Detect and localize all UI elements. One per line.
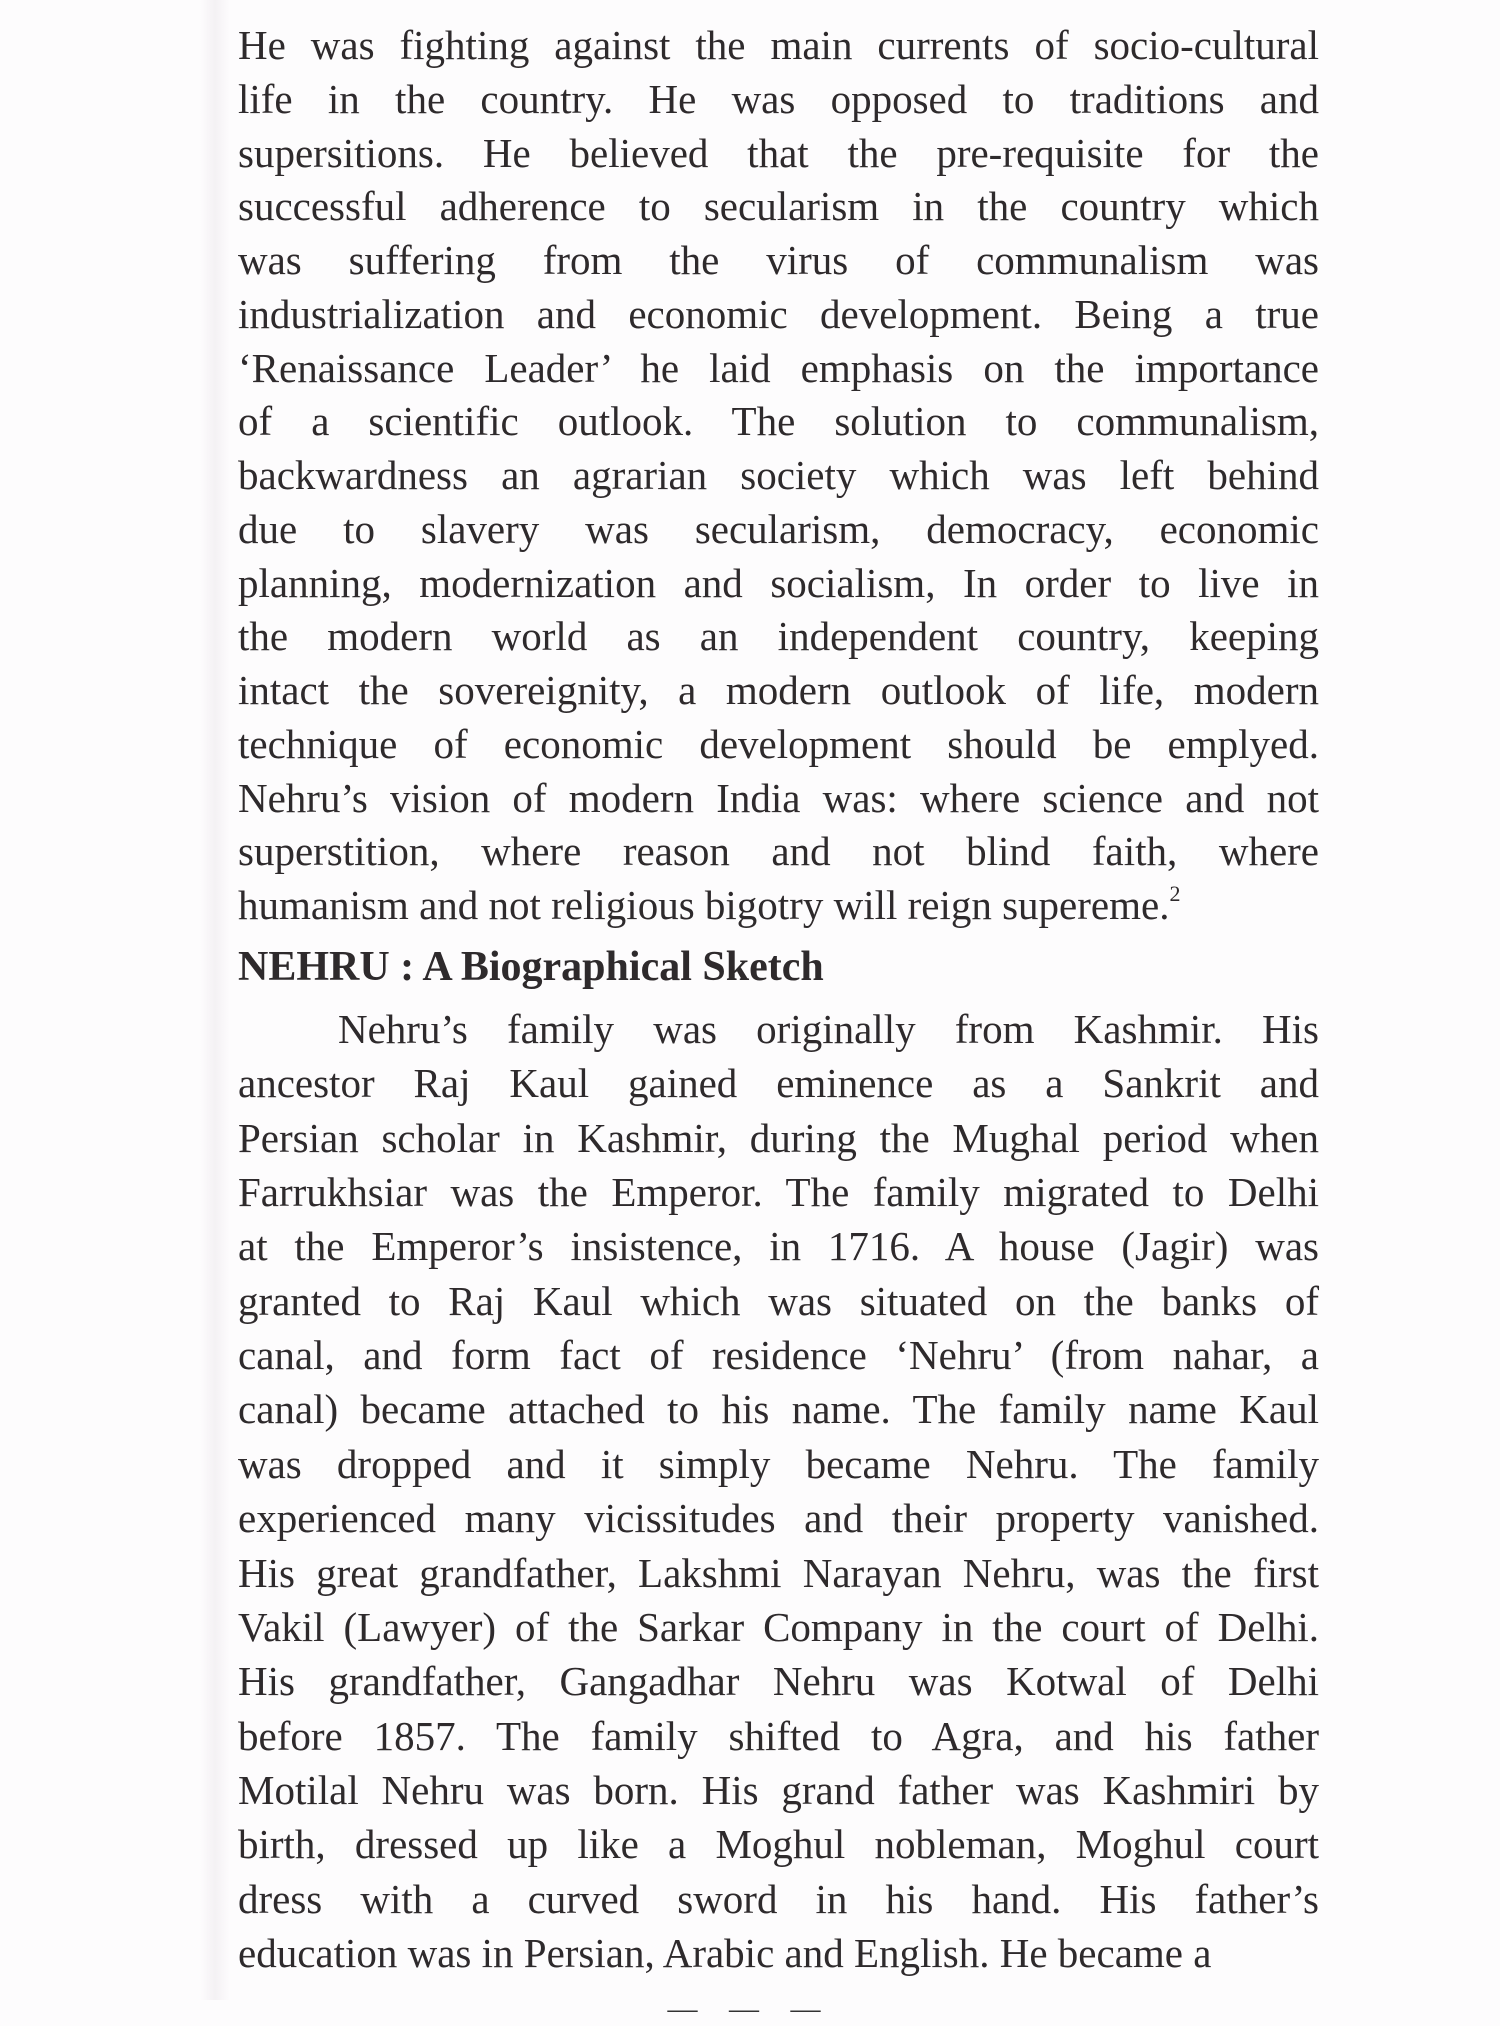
text-line: technique of economic development should be emplyed. — [238, 720, 1319, 767]
text-line: at the Emperor’s insistence, in 1716. A house (Jagir) was — [238, 1223, 1319, 1270]
text-line: Farrukhsiar was the Emperor. The family migrated to Delhi — [238, 1169, 1319, 1216]
text-line: ‘Renaissance Leader’ he laid emphasis on the importance — [238, 344, 1319, 391]
text-line: Vakil (Lawyer) of the Sarkar Company in the court of Delhi. — [238, 1603, 1319, 1650]
text-line: before 1857. The family shifted to Agra, and his father — [238, 1712, 1319, 1759]
text-line: supersitions. He believed that the pre-requisite for the — [238, 129, 1319, 176]
text-line: His great grandfather, Lakshmi Narayan Nehru, was the first — [238, 1549, 1319, 1596]
text-line: education was in Persian, Arabic and English. He became a — [238, 1929, 1212, 1976]
text-line: Nehru’s vision of modern India was: where science and not — [238, 774, 1319, 821]
page-separator: — — — — [667, 1992, 833, 2025]
text-line: birth, dressed up like a Moghul nobleman, Moghul court — [238, 1821, 1319, 1868]
text-line: Persian scholar in Kashmir, during the Mughal period when — [238, 1114, 1319, 1161]
footnote-reference: 2 — [1169, 881, 1181, 906]
section-heading: NEHRU : A Biographical Sketch — [238, 944, 824, 990]
scan-margin-shadow — [200, 0, 230, 2000]
text-line: due to slavery was secularism, democracy, economic — [238, 505, 1319, 552]
text-line: was dropped and it simply became Nehru. The family — [238, 1440, 1319, 1487]
text-line: life in the country. He was opposed to traditions and — [238, 75, 1319, 122]
text-line: He was fighting against the main currents of socio-cultural — [238, 22, 1319, 68]
text-line: planning, modernization and socialism, In order to live in — [238, 559, 1319, 606]
text-line: Nehru’s family was originally from Kashmir. His — [338, 1006, 1319, 1052]
text-line: intact the sovereignity, a modern outlook of life, modern — [238, 667, 1319, 713]
text-line: of a scientific outlook. The solution to communalism, — [238, 398, 1319, 445]
text-line: canal) became attached to his name. The family name Kaul — [238, 1386, 1319, 1433]
text-line: industrialization and economic development. Being a true — [238, 290, 1319, 337]
text-line: humanism and not religious bigotry will reign supereme.$^2$ — [238, 881, 1181, 928]
text-line: experienced many vicissitudes and their property vanished. — [238, 1495, 1319, 1542]
text-line: dress with a curved sword in his hand. His father’s — [238, 1875, 1319, 1922]
text-line: the modern world as an independent country, keeping — [238, 613, 1319, 660]
text-line: Motilal Nehru was born. His grand father was Kashmiri by — [238, 1766, 1319, 1813]
text-line: His grandfather, Gangadhar Nehru was Kotwal of Delhi — [238, 1658, 1319, 1705]
text-line: granted to Raj Kaul which was situated on the banks of — [238, 1277, 1319, 1324]
text-line: successful adherence to secularism in the country which — [238, 183, 1319, 230]
text-line: was suffering from the virus of communalism was — [238, 237, 1319, 283]
text-line: ancestor Raj Kaul gained eminence as a Sankrit and — [238, 1060, 1319, 1107]
text-line: canal, and form fact of residence ‘Nehru’ (from nahar, a — [238, 1332, 1319, 1379]
text-line: backwardness an agrarian society which was left behind — [238, 452, 1319, 498]
text-line: superstition, where reason and not blind faith, where — [238, 828, 1319, 875]
